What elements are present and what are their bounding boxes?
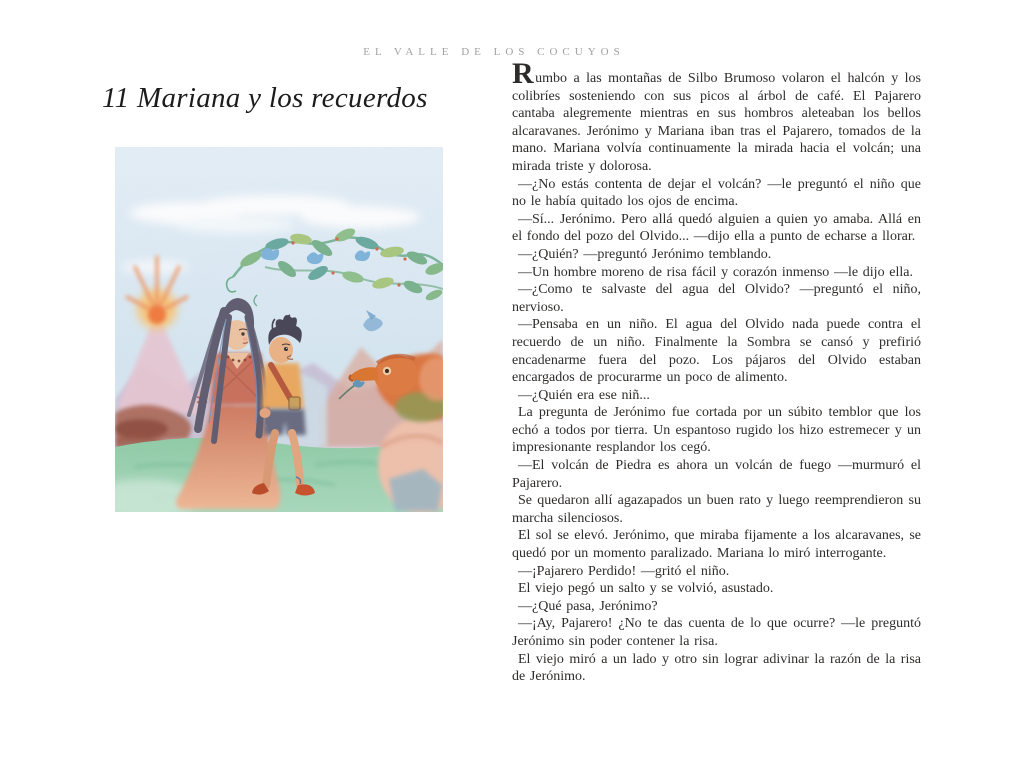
paragraph: Se quedaron allí agazapados un buen rato y luego reemprendieron su marcha silenciosos.: [512, 493, 921, 526]
paragraph: —¿No estás contenta de dejar el volcán? —le preguntó el niño que no le había quitado los ojos de encima.: [512, 176, 921, 210]
paper-grain: [115, 147, 443, 512]
paragraph: —Un hombre moreno de risa fácil y corazón inmenso —le dijo ella.: [518, 264, 913, 280]
paragraph: El sol se elevó. Jerónimo, que miraba fijamente a los alcaravanes, se quedó por un momento paralizado. Mariana lo miró interrogante.: [512, 528, 921, 562]
paragraph: —¡Ay, Pajarero! ¿No te das cuenta de lo que ocurre? —le preguntó Jerónimo sin poder contener la risa.: [512, 616, 921, 649]
paragraph: —¿Quién era ese niñ...: [518, 387, 650, 403]
paragraph: —El volcán de Piedra es ahora un volcán de fuego —murmuró el Pajarero.: [512, 458, 921, 491]
running-header: EL VALLE DE LOS COCUYOS: [363, 46, 625, 58]
paragraph: —¡Pajarero Perdido! —gritó el niño.: [518, 563, 730, 579]
paragraph: —¿Quién? —preguntó Jerónimo temblando.: [518, 246, 772, 262]
text-column: [512, 57, 921, 686]
initial-cap: R: [512, 57, 535, 90]
paragraph: —Pensaba en un niño. El agua del Olvido nada puede contra el recuerdo de un niño. Finalmente la Sombra se cansó y prefirió encadenarme fuera del pozo. Los pájaros del Olvido estaban encargados de procurarme un poco de alimento.: [512, 317, 921, 386]
chapter-title: 11 Mariana y los recuerdos: [102, 82, 428, 114]
paragraph: Rumbo a las montañas de Silbo Brumoso volaron el halcón y los colibríes sosteniendo con sus picos al árbol de café. El Pajarero cantaba alegremente mientras en sus hombros aleteaban los bellos alcaravanes. Jerónimo y Mariana iban tras el Pajarero, tomados de la mano. Mariana volvía continuamente la mirada hacia el volcán; una mirada triste y dolorosa.: [512, 57, 921, 174]
paragraph: —Sí... Jerónimo. Pero allá quedó alguien a quien yo amaba. Allá en el fondo del pozo del Olvido... —dijo ella a punto de echarse a llorar.: [512, 211, 921, 245]
paragraph: El viejo pegó un salto y se volvió, asustado.: [518, 581, 774, 597]
paragraph: —¿Como te salvaste del agua del Olvido? —preguntó el niño, nervioso.: [512, 282, 921, 315]
paragraph: —¿Qué pasa, Jerónimo?: [518, 598, 658, 614]
chapter-illustration: [115, 147, 443, 512]
paragraph: La pregunta de Jerónimo fue cortada por un súbito temblor que los echó a todos por tierra. Un espantoso rugido los hizo estremecer y un impresionante resplandor los cegó.: [512, 405, 921, 456]
paragraph: El viejo miró a un lado y otro sin lograr adivinar la razón de la risa de Jerónimo.: [512, 651, 921, 685]
